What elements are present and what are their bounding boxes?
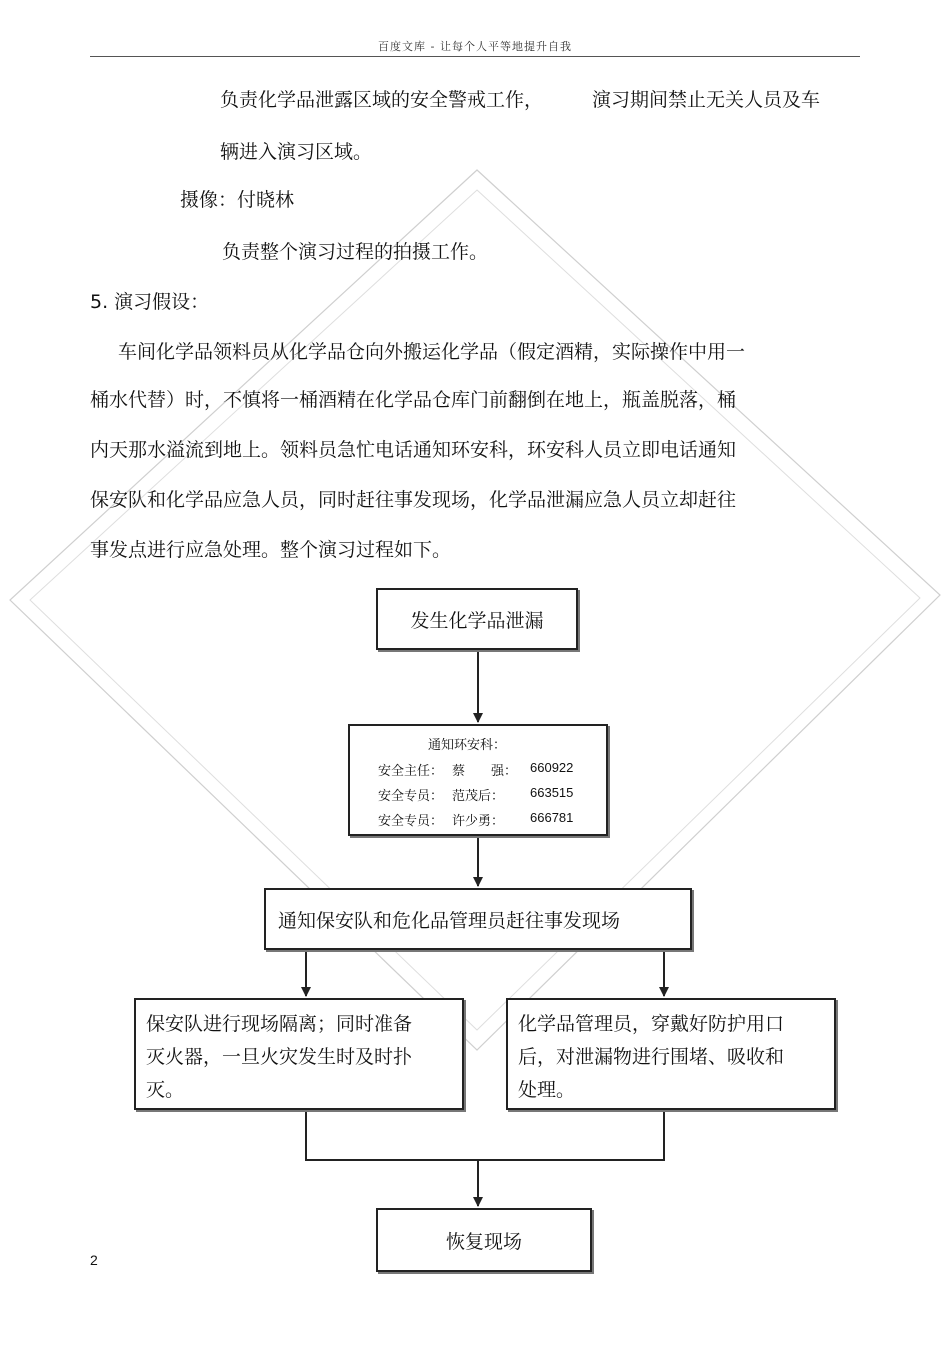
camera-role: 摄像：付晓林 — [180, 189, 295, 211]
flow-text-line: 处理。 — [518, 1079, 576, 1101]
body-line-1b: 演习期间禁止无关人员及车 — [592, 89, 821, 111]
contact-phone: 660922 — [530, 760, 574, 775]
paragraph-line: 车间化学品领料员从化学品仓向外搬运化学品（假定酒精，实际操作中用一 — [118, 341, 746, 363]
contact-row — [378, 785, 608, 805]
flow-step-leak-label: 发生化学品泄漏 — [410, 609, 544, 632]
paragraph-line: 内天那水溢流到地上。领料员急忙电话通知环安科，环安科人员立即电话通知 — [90, 439, 737, 461]
contact-name: 范茂后： — [452, 789, 505, 804]
contact-name: 许少勇： — [452, 814, 505, 829]
body-line-2: 辆进入演习区域。 — [220, 141, 373, 163]
flow-step-restore — [376, 1208, 592, 1272]
flow-text-line: 后，对泄漏物进行围堵、吸收和 — [518, 1046, 785, 1068]
flow-text-line: 灭火器，一旦火灾发生时及时扑 — [146, 1046, 413, 1068]
paragraph-line: 保安队和化学品应急人员，同时赶往事发现场，化学品泄漏应急人员立却赶往 — [90, 489, 737, 511]
flow-step-security-isolation — [134, 998, 464, 1110]
flow-step-leak — [376, 588, 578, 650]
flow-text-line: 保安队进行现场隔离；同时准备 — [146, 1013, 413, 1035]
header-divider — [90, 56, 860, 57]
contact-role: 安全主任： — [378, 764, 444, 779]
paragraph-line: 事发点进行应急处理。整个演习过程如下。 — [90, 539, 452, 561]
flow-step-notify-contacts — [348, 724, 608, 836]
page-header: 百度文库 - 让每个人平等地提升自我 — [378, 40, 572, 53]
merge-line — [306, 1110, 664, 1160]
section-title: 5. 演习假设： — [90, 291, 210, 313]
contact-role: 安全专员： — [378, 789, 444, 804]
page-number: 2 — [90, 1252, 98, 1268]
notify-title: 通知环安科： — [428, 738, 507, 753]
contact-row — [378, 810, 608, 830]
flow-step-chemical-handling — [506, 998, 836, 1110]
body-line-1a: 负责化学品泄露区域的安全警戒工作， — [220, 89, 544, 111]
flow-text-line: 化学品管理员，穿戴好防护用口 — [518, 1013, 785, 1035]
flow-text-line: 灭。 — [146, 1079, 185, 1101]
flow-step-restore-label: 恢复现场 — [445, 1230, 522, 1253]
contact-row — [378, 760, 608, 780]
camera-duty: 负责整个演习过程的拍摄工作。 — [222, 241, 489, 263]
contact-name: 蔡 强： — [452, 764, 518, 779]
contact-role: 安全专员： — [378, 814, 444, 829]
paragraph-line: 桶水代替）时，不慎将一桶酒精在化学品仓库门前翻倒在地上，瓶盖脱落，桶 — [90, 389, 737, 411]
flow-step-notify-security-label: 通知保安队和危化品管理员赶往事发现场 — [278, 909, 621, 932]
contact-phone: 666781 — [530, 810, 574, 825]
contact-phone: 663515 — [530, 785, 574, 800]
flow-step-notify-security — [264, 888, 692, 950]
